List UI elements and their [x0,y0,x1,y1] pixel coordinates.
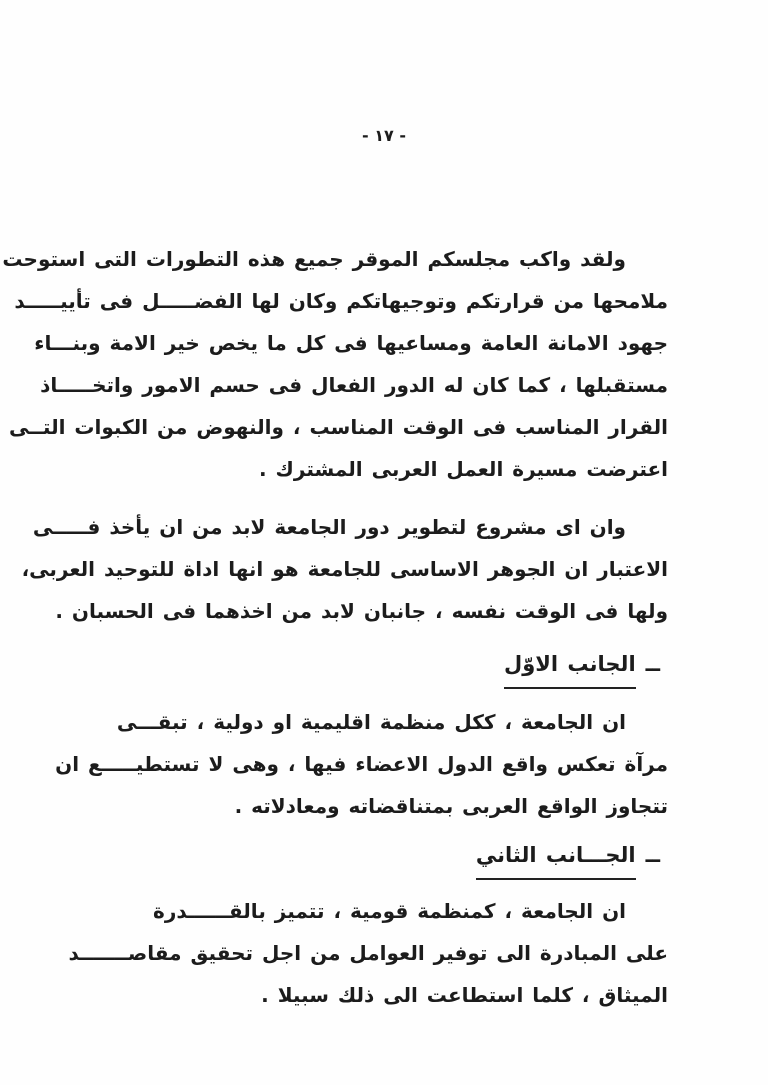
text-line: القرار المناسب فى الوقت المناسب ، والنهوض من الكبوات التــى [9,415,668,439]
text-line: على المبادرة الى توفير العوامل من اجل تحقيق مقاصـــــــد [68,941,668,965]
text-line: تتجاوز الواقع العربى بمتناقضاته ومعادلاته . [234,794,668,818]
heading-dash: ــ [645,843,660,867]
text-line: ان الجامعة ، ككل منظمة اقليمية او دولية ، تبقـــى [116,710,626,734]
text-line: الميثاق ، كلما استطاعت الى ذلك سبيلا . [261,983,668,1007]
section-heading-second-aspect [96,837,668,880]
text-line: ان الجامعة ، كمنظمة قومية ، تتميز بالقــــــدرة [153,899,626,923]
text-line: اعترضت مسيرة العمل العربى المشترك . [259,457,668,481]
text-line: ملامحها من قرارتكم وتوجيهاتكم وكان لها الفضـــــل فى تأييـــــد [14,289,668,313]
paragraph-4 [68,890,668,1016]
text-line: جهود الامانة العامة ومساعيها فى كل ما يخص خير الامة وبنـــاء [34,331,668,355]
text-line: الاعتبار ان الجوهر الاساسى للجامعة هو انها اداة للتوحيد العربى، [21,557,668,581]
document-body [2,238,668,1016]
heading-label: الجـــانب الثاني [476,837,636,880]
section-heading-first-aspect [96,646,668,689]
heading-dash: ــ [645,652,660,676]
page-number: - ١٧ - [362,126,406,145]
text-line: مرآة تعكس واقع الدول الاعضاء فيها ، وهى لا تستطيـــــع ان [55,752,668,776]
text-line: وان اى مشروع لتطوير دور الجامعة لابد من ان يأخذ فـــــى [32,515,626,539]
paragraph-1 [2,238,668,490]
paragraph-2 [21,506,668,632]
heading-label: الجانب الاوّل [504,646,636,689]
text-line: ولها فى الوقت نفسه ، جانبان لابد من اخذهما فى الحسبان . [55,599,668,623]
paragraph-3 [55,701,668,827]
text-line: ولقد واكب مجلسكم الموقر جميع هذه التطورات التى استوحت [2,247,626,271]
text-line: مستقبلها ، كما كان له الدور الفعال فى حسم الامور واتخـــــاذ [40,373,668,397]
